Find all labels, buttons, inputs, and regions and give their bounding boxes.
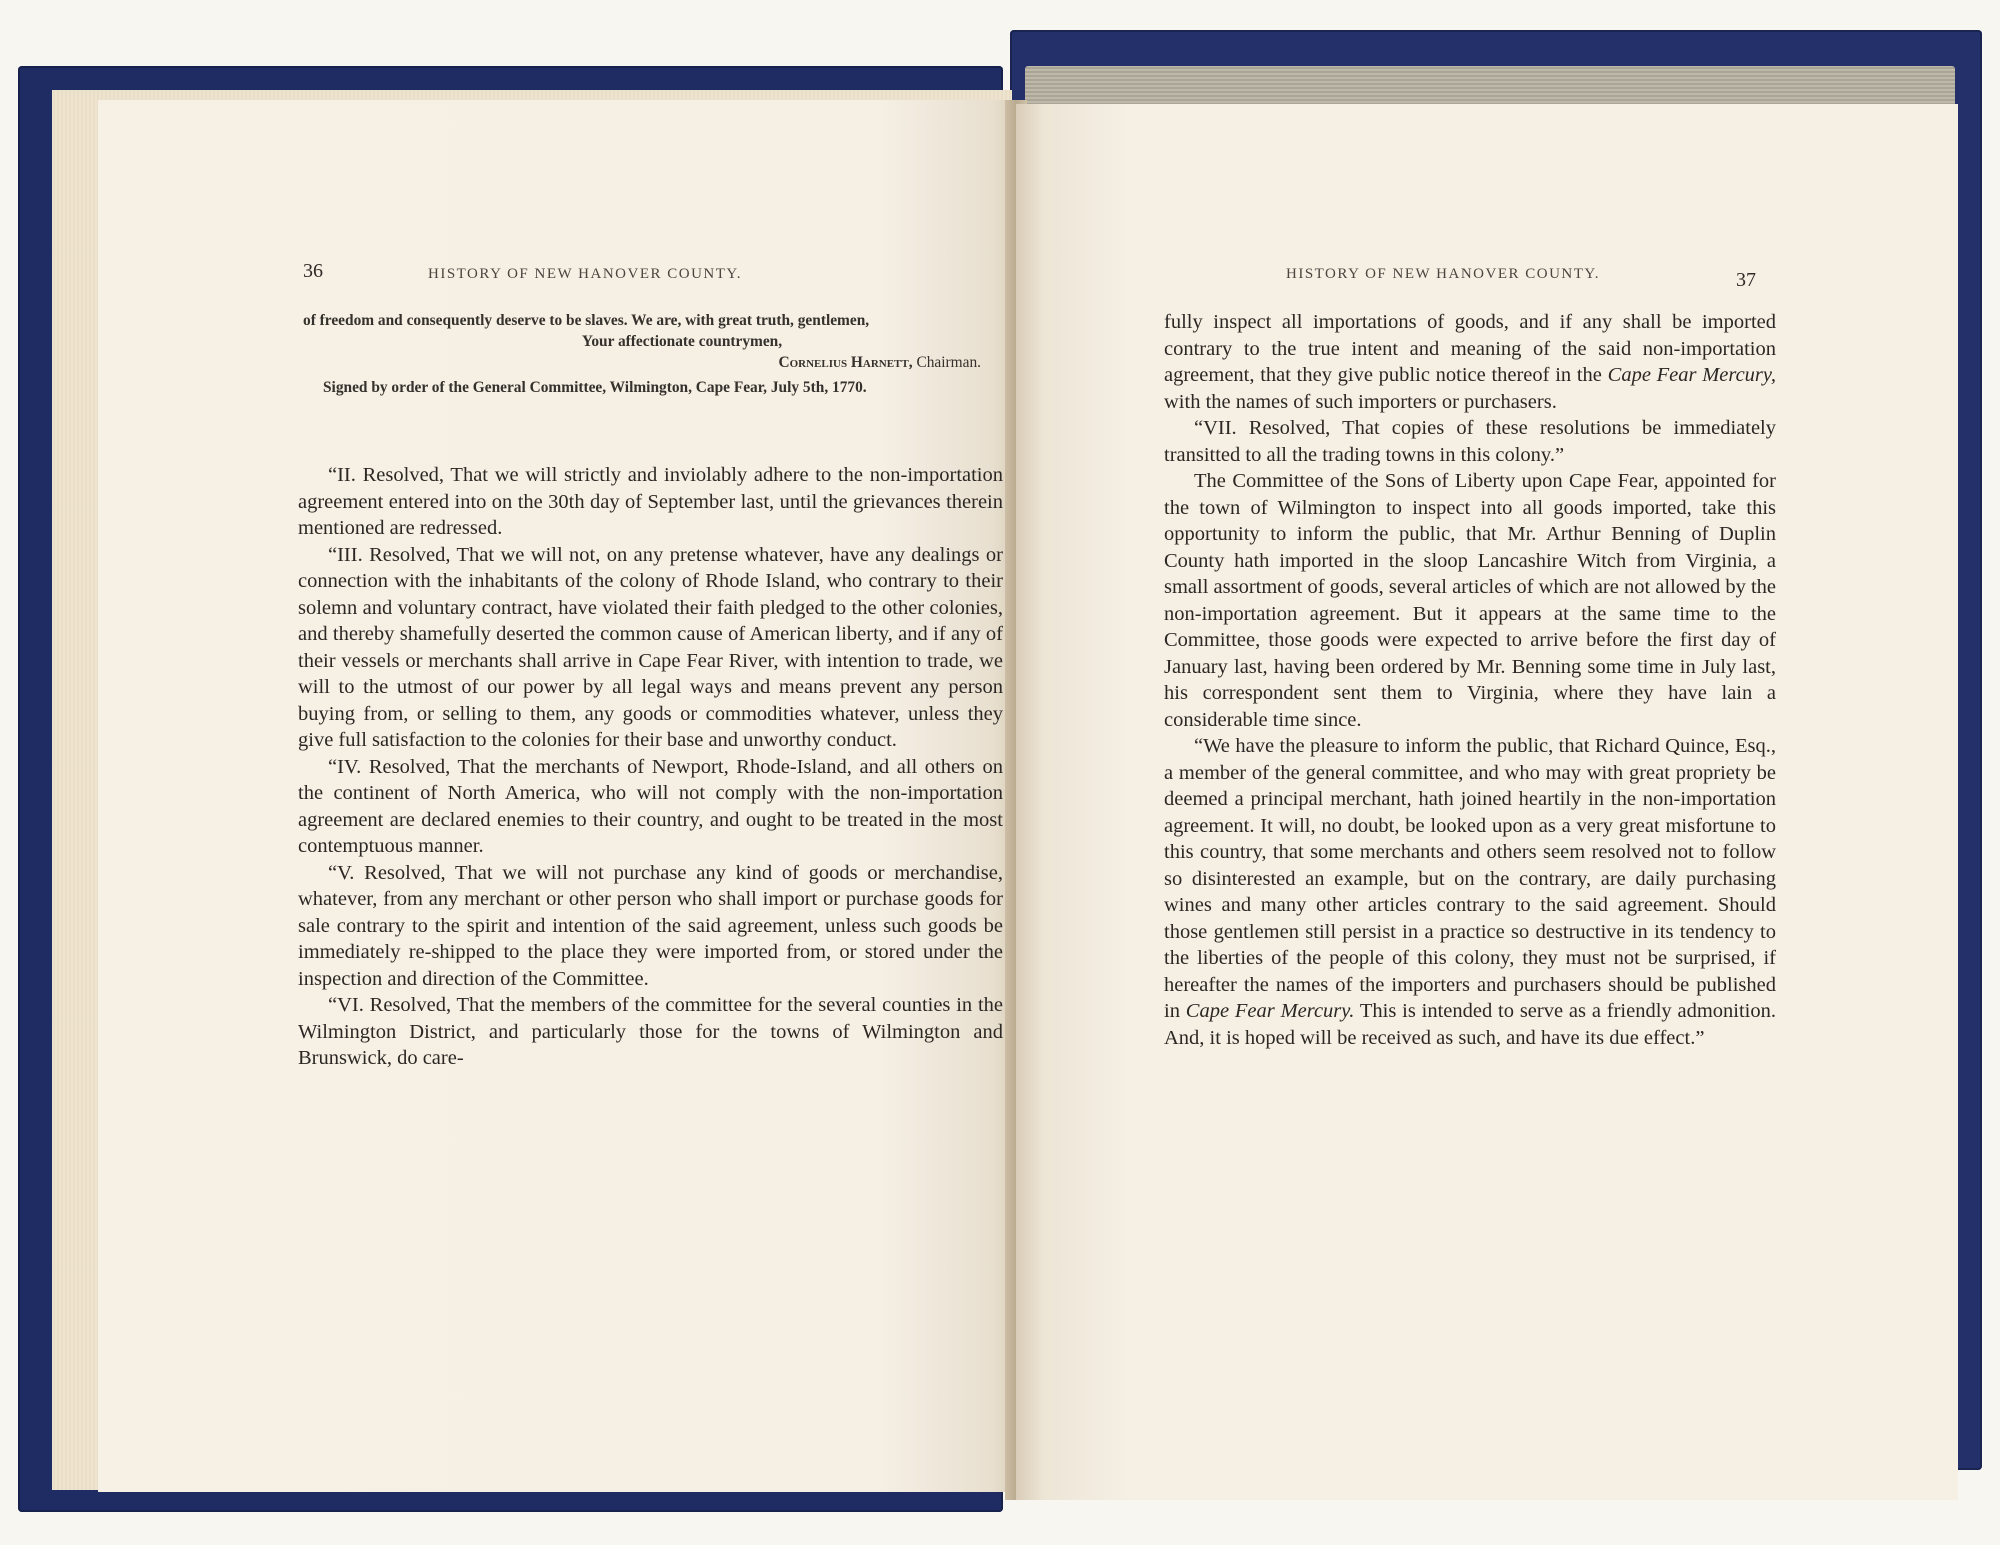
letter-excerpt (303, 310, 1001, 398)
left-page (98, 100, 1020, 1492)
right-page-text (1164, 309, 1776, 1051)
letter-text: of freedom and consequently deserve to be slaves. We are, with great truth, gentlemen, (303, 312, 870, 329)
resolutions (298, 462, 1003, 1072)
italic-title: Cape Fear Mercury, (1607, 364, 1777, 386)
paragraph: “III. Resolved, That we will not, on any pretense whatever, have any dealings or connection with the inhabitants of the colony of Rhode Island, who contrary to their solemn and voluntary contract, have violated their faith pledged to the other colonies, and thereby shamefully deserted the common cause of American liberty, and if any of their vessels or merchants shall arrive in Cape Fear River, with intention to trade, we will to the utmost of our power by all legal ways and means prevent any person buying from, or selling to them, any goods or commodities whatever, unless they give full satisfaction to the colonies for their base and unworthy conduct. (298, 543, 1003, 751)
italic-title: Cape Fear Mercury. (1185, 1000, 1355, 1022)
paragraph: fully inspect all importations of goods, and if any shall be imported contrary to the true intent and meaning of the said non-importation agreement, that they give public notice thereof in the Cape Fear Mercury, with the names of such importers or purchasers. (1164, 311, 1777, 413)
signed-by-note: Signed by order of the General Committee, Wilmington, Cape Fear, July 5th, 1770. (323, 379, 867, 396)
paragraph: The Committee of the Sons of Liberty upon Cape Fear, appointed for the town of Wilmington to inspect into all goods imported, take this opportunity to inform the public, that Mr. Arthur Benning of Duplin County hath imported in the sloop Lancashire Witch from Virginia, a small assortment of goods, several articles of which are not allowed by the non-importation agreement. But it appears at the same time to the Committee, those goods were expected to arrive before the first day of January last, having been ordered by Mr. Benning some time in July last, his correspondent sent them to Virginia, where they have lain a considerable time since. (1164, 470, 1776, 731)
signer-name: Cornelius Harnett, (778, 354, 913, 371)
letter-closing: Your affectionate countrymen, (581, 333, 783, 350)
running-header: HISTORY OF NEW HANOVER COUNTY. (1286, 266, 1601, 282)
letter-signature (303, 352, 1001, 373)
page-number: 37 (1736, 269, 1756, 291)
paragraph: “VI. Resolved, That the members of the committee for the several counties in the Wilmington District, and particularly those for the towns of Wilmington and Brunswick, do care- (298, 994, 1003, 1069)
paragraph: “VII. Resolved, That copies of these resolutions be immediately transitted to all the trading towns in this colony.” (1164, 417, 1776, 466)
paragraph: “IV. Resolved, That the merchants of Newport, Rhode-Island, and all others on the continent of North America, who will not comply with the non-importation agreement are declared enemies to their country, and ought to be treated in the most contemptuous manner. (298, 755, 1003, 857)
paragraph: “V. Resolved, That we will not purchase any kind of goods or merchandise, whatever, from any merchant or other person who shall import or purchase goods for sale contrary to the spirit and intention of the said agreement, unless such goods be immediately re-shipped to the place they were imported from, or stored under the inspection and direction of the Committee. (298, 861, 1003, 990)
page-number: 36 (303, 260, 323, 282)
right-page (1016, 104, 1958, 1500)
running-header: HISTORY OF NEW HANOVER COUNTY. (428, 266, 743, 282)
paragraph: “II. Resolved, That we will strictly and inviolably adhere to the non-importation agreement entered into on the 30th day of September last, until the grievances therein mentioned are redressed. (298, 464, 1003, 539)
signer-title: Chairman. (916, 354, 981, 371)
paragraph: “We have the pleasure to inform the public, that Richard Quince, Esq., a member of the general committee, and who may with great propriety be deemed a principal merchant, hath joined heartily in the non-importation agreement. It will, no doubt, be looked upon as a very great misfortune to this country, that some merchants and others seem resolved not to follow so disinterested an example, but on the contrary, are daily purchasing wines and many other articles contrary to the said agreement. Should those gentlemen still persist in a practice so destructive in its tendency to the liberties of the people of this colony, they must not be surprised, if hereafter the names of the importers and purchasers should be published in Cape Fear Mercury. This is intended to serve as a friendly admonition. And, it is hoped will be received as such, and have its due effect.” (1164, 735, 1776, 1049)
